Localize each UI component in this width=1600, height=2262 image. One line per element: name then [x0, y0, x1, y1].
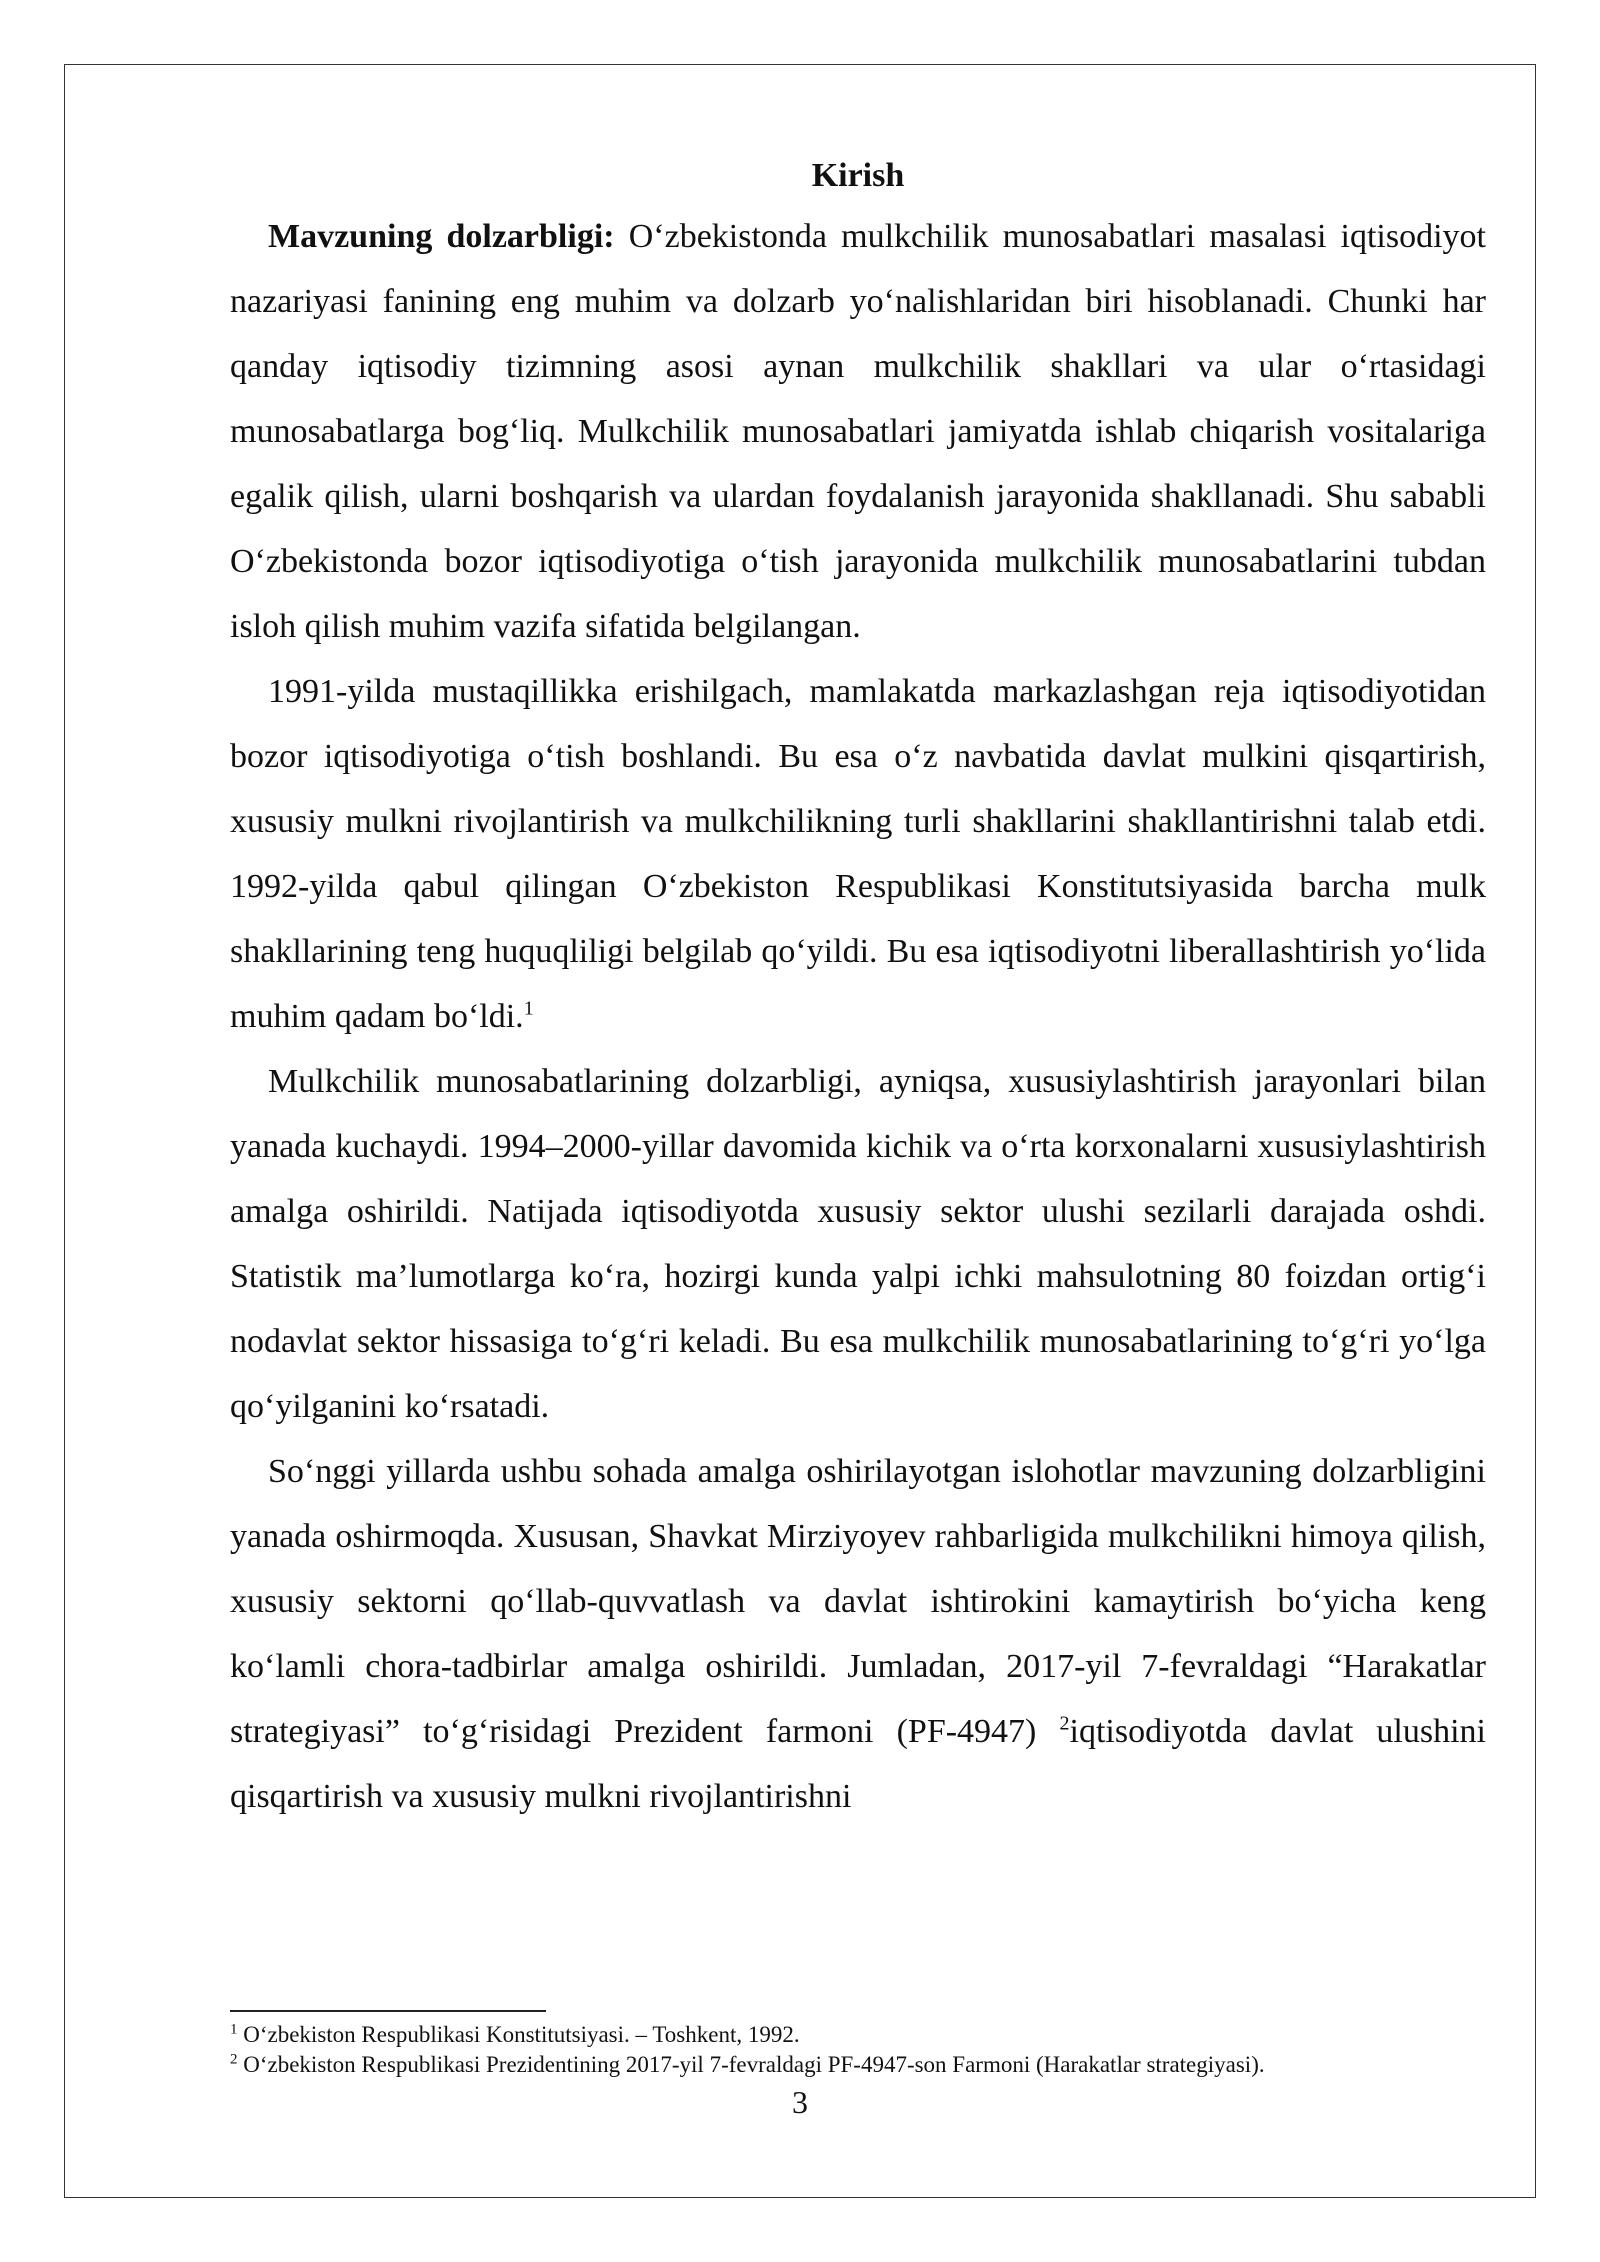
- paragraph-text: O‘zbekistonda mulkchilik munosabatlari masalasi iqtisodiyot nazariyasi fanining eng muhim va dolzarb yo‘nalishlaridan biri hisoblanadi. Chunki har qanday iqtisodiy tizimning asosi aynan mulkchilik shakllari va ular o‘rtasidagi munosabatlarga bog‘liq. Mulkchilik munosabatlari jamiyatda ishlab chiqarish vositalariga egalik qilish, ularni boshqarish va ulardan foydalanish jarayonida shakllanadi. Shu sababli O‘zbekistonda bozor iqtisodiyotiga o‘tish jarayonida mulkchilik munosabatlarini tubdan isloh qilish muhim vazifa sifatida belgilangan.: [230, 218, 1486, 645]
- footnote-text: O‘zbekiston Respublikasi Konstitutsiyasi. – Toshkent, 1992.: [237, 2022, 800, 2047]
- paragraph-text: So‘nggi yillarda ushbu sohada amalga oshirilayotgan islohotlar mavzuning dolzarbligini yanada oshirmoqda. Xususan, Shavkat Mirziyoyev rahbarligida mulkchilikni himoya qilish, xususiy sektorni qo‘llab-quvvatlash va davlat ishtirokini kamaytirish bo‘yicha keng ko‘lamli chora-tadbirlar amalga oshirildi. Jumladan, 2017-yil 7-fevraldagi “Harakatlar strategiyasi” to‘g‘risidagi Prezident farmoni (PF-4947): [230, 1453, 1486, 1750]
- paragraph-privatization: [230, 1049, 1486, 1439]
- paragraph-text: Mulkchilik munosabatlarining dolzarbligi, ayniqsa, xususiylashtirish jarayonlari bilan yanada kuchaydi. 1994–2000-yillar davomida kichik va o‘rta korxonalarni xususiylashtirish amalga oshirildi. Natijada iqtisodiyotda xususiy sektor ulushi sezilarli darajada oshdi. Statistik ma’lumotlarga ko‘ra, hozirgi kunda yalpi ichki mahsulotning 80 foizdan ortig‘i nodavlat sektor hissasiga to‘g‘ri keladi. Bu esa mulkchilik munosabatlarining to‘g‘ri yo‘lga qo‘yilganini ko‘rsatadi.: [230, 1063, 1486, 1425]
- footnote-number: 1: [230, 2021, 238, 2038]
- document-body: [230, 148, 1486, 1829]
- paragraph-independence: [230, 659, 1486, 1049]
- footnote-reference[interactable]: 2: [1059, 1712, 1070, 1735]
- page-number: 3: [792, 2084, 808, 2120]
- paragraph-text-continued: iqtisodiyotda davlat ulushini qisqartirish va xususiy mulkni rivojlantirishni: [230, 1713, 1486, 1815]
- footnotes: [230, 2010, 1486, 2080]
- paragraph-relevance: [230, 204, 1486, 659]
- footnote-reference[interactable]: 1: [523, 997, 534, 1020]
- footnote-separator: [230, 2010, 546, 2012]
- footnote-item: [230, 2050, 1486, 2080]
- footnote-text: O‘zbekiston Respublikasi Prezidentining 2017-yil 7-fevraldagi PF-4947-son Farmoni (Harakatlar strategiyasi).: [237, 2052, 1265, 2077]
- section-title: Kirish: [811, 157, 905, 194]
- paragraph-reforms: [230, 1439, 1486, 1829]
- footnote-number: 2: [230, 2051, 238, 2068]
- footnote-item: [230, 2020, 1486, 2050]
- paragraph-lead: Mavzuning dolzarbligi:: [268, 218, 615, 255]
- paragraph-text: 1991-yilda mustaqillikka erishilgach, mamlakatda markazlashgan reja iqtisodiyotidan bozor iqtisodiyotiga o‘tish boshlandi. Bu esa o‘z navbatida davlat mulkini qisqartirish, xususiy mulkni rivojlantirish va mulkchilikning turli shakllarini shakllantirishni talab etdi. 1992-yilda qabul qilingan O‘zbekiston Respublikasi Konstitutsiyasida barcha mulk shakllarining teng huquqliligi belgilab qo‘yildi. Bu esa iqtisodiyotni liberallashtirish yo‘lida muhim qadam bo‘ldi.: [230, 673, 1486, 1035]
